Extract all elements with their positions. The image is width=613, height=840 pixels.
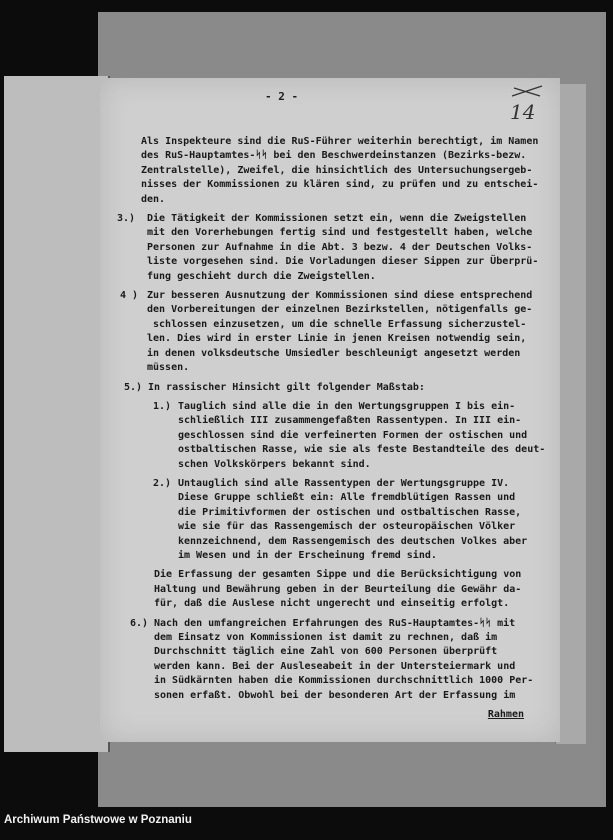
text-line: ostbaltischen Rasse, wie sie als feste Bestandteile des deut- (178, 444, 546, 456)
text-line: Zur besseren Ausnutzung der Kommissionen sind diese entsprechend (147, 290, 533, 302)
page-number: - 2 - (265, 90, 299, 103)
text-line: schen Volkskörpers bekannt sind. (178, 458, 371, 470)
paragraph (100, 400, 560, 472)
text-line: für, daß die Auslese nicht ungerecht und einseitig erfolgt. (154, 598, 510, 610)
paragraph (100, 617, 560, 703)
paragraph-number: 6.) (130, 617, 149, 629)
text-line: liste vorgesehen sind. Die Vorladungen dieser Sippen zur Überprü- (147, 256, 539, 268)
text-line: Durchschnitt täglich eine Zahl von 600 Personen überprüft (154, 646, 498, 658)
text-line: werden kann. Bei der Ausleseabeit in der Untersteiermark und (154, 660, 516, 672)
paragraph-number: 5.) (124, 381, 143, 393)
paragraph (100, 477, 560, 563)
text-line: schließlich III zusammengefaßten Rassentypen. In III ein- (178, 415, 522, 427)
text-line: Personen zur Aufnahme in die Abt. 3 bezw. 4 der Deutschen Volks- (147, 241, 533, 253)
paragraph (100, 381, 560, 395)
handwritten-folio-number: 14 (510, 100, 536, 124)
text-line: in Südkärnten haben die Kommissionen durchschnittlich 1000 Per- (154, 675, 534, 687)
text-line: fung geschieht durch die Zweigstellen. (147, 270, 376, 282)
text-line: Haltung und Bewährung geben in der Beurteilung die Gewähr da- (154, 583, 522, 595)
text-line: in denen volksdeutsche Umsiedler beschleunigt angesetzt werden (147, 347, 521, 359)
text-line: im Wesen und in der Erscheinung fremd sind. (178, 549, 437, 561)
text-line: kennzeichnend, dem Rassengemisch des deutschen Volkes aber (178, 535, 528, 547)
text-line: des RuS-Hauptamtes-ᛋᛋ bei den Beschwerdeinstanzen (Bezirks-bezw. (141, 150, 527, 162)
text-line: Die Tätigkeit der Kommissionen setzt ein, wenn die Zweigstellen (147, 213, 527, 225)
text-line: Als Inspekteure sind die RuS-Führer weiterhin berechtigt, im Namen (141, 136, 539, 147)
text-line: den Vorbereitungen der einzelnen Bezirkstellen, nötigenfalls ge- (147, 304, 533, 316)
text-line: geschlossen sind die verfeinerten Formen der ostischen und (178, 429, 528, 441)
archive-watermark: Archiwum Państwowe w Poznaniu (4, 814, 192, 826)
paragraph (100, 135, 560, 207)
text-line: den. (141, 193, 166, 205)
adjacent-page-left (4, 76, 110, 752)
paragraph (100, 568, 560, 611)
struck-folio-mark (510, 84, 544, 98)
text-line: mit den Vorerhebungen fertig sind und festgestellt haben, welche (147, 227, 533, 239)
document-body (100, 135, 560, 722)
document-page (100, 78, 560, 742)
text-line: Zentralstelle), Zweifel, die hinsichtlich des Untersuchungsergeb- (141, 164, 533, 176)
text-line: wie sie für das Rassengemisch der osteuropäischen Völker (178, 521, 516, 533)
text-line: Nach den umfangreichen Erfahrungen des RuS-Hauptamtes-ᛋᛋ mit (154, 617, 516, 629)
paragraph-number: 3.) (117, 213, 136, 225)
text-line: Untauglich sind alle Rassentypen der Wertungsgruppe IV. (178, 477, 510, 489)
text-line: Die Erfassung der gesamten Sippe und die Berücksichtigung von (154, 569, 522, 581)
paragraph-number: 1.) (153, 400, 172, 412)
text-line: Tauglich sind alle die in den Wertungsgruppen I bis ein- (178, 400, 516, 412)
text-line: In rassischer Hinsicht gilt folgender Maßstab: (148, 381, 425, 393)
text-line: die Primitivformen der ostischen und ostbaltischen Rasse, (178, 506, 522, 518)
paragraph-number: 4 ) (120, 290, 139, 302)
catchword: Rahmen (487, 709, 524, 721)
text-line: müssen. (147, 362, 190, 374)
text-line: dem Einsatz von Kommissionen ist damit zu rechnen, daß im (154, 632, 498, 643)
paragraph-number: 2.) (153, 477, 172, 489)
text-line: schlossen einzusetzen, um die schnelle Erfassung sicherzustel- (147, 318, 527, 330)
paragraph (100, 212, 560, 284)
text-line: sonen erfaßt. Obwohl bei der besonderen Art der Erfassung im (154, 689, 516, 701)
text-line: len. Dies wird in erster Linie in jenen Kreisen notwendig sein, (147, 333, 527, 345)
text-line: Diese Gruppe schließt ein: Alle fremdblütigen Rassen und (178, 492, 516, 504)
text-line: nisses der Kommissionen zu klären sind, zu prüfen und zu entschei- (141, 179, 539, 191)
paragraph (100, 289, 560, 375)
